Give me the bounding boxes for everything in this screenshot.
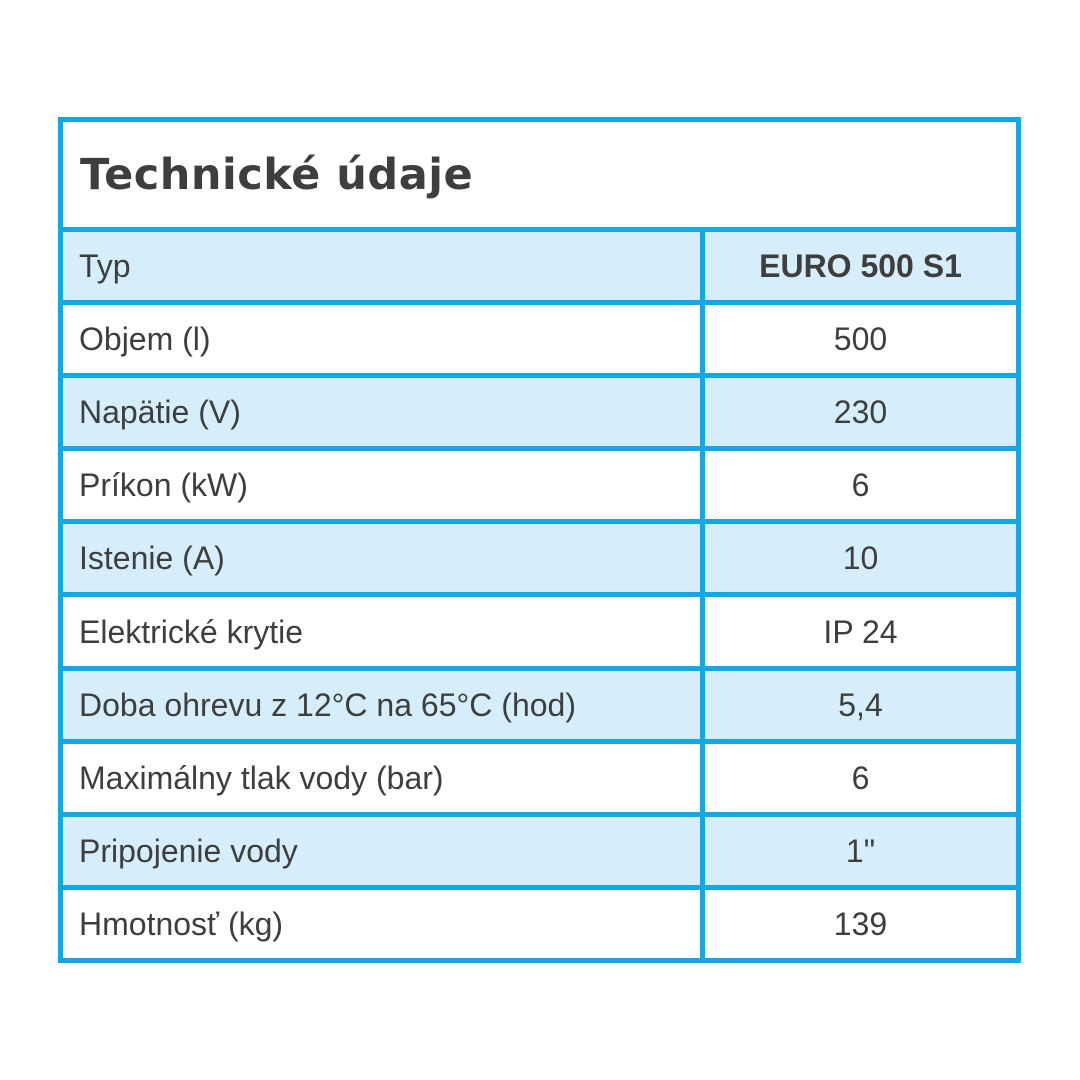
spec-value: EURO 500 S1	[700, 232, 1016, 300]
spec-label: Príkon (kW)	[79, 467, 248, 504]
spec-value: 500	[700, 305, 1016, 373]
table-title: Technické údaje	[80, 149, 474, 200]
table-row	[63, 232, 1016, 300]
spec-value: 1"	[700, 817, 1016, 885]
table-row	[63, 446, 1016, 519]
table-row	[63, 885, 1016, 958]
table-row	[63, 739, 1016, 812]
spec-value: 6	[700, 744, 1016, 812]
spec-label: Typ	[79, 248, 131, 285]
spec-label: Objem (l)	[79, 321, 211, 358]
table-row	[63, 812, 1016, 885]
spec-value: 5,4	[700, 671, 1016, 739]
table-row	[63, 592, 1016, 665]
spec-value: IP 24	[700, 597, 1016, 665]
table-rows	[63, 232, 1016, 958]
technical-data-table	[58, 117, 1021, 963]
spec-label: Istenie (A)	[79, 540, 225, 577]
spec-value: 6	[700, 451, 1016, 519]
spec-label: Napätie (V)	[79, 394, 241, 431]
spec-value: 139	[700, 890, 1016, 958]
spec-label: Doba ohrevu z 12°C na 65°C (hod)	[79, 686, 576, 723]
spec-value: 230	[700, 378, 1016, 446]
spec-label: Pripojenie vody	[79, 832, 298, 869]
spec-value: 10	[700, 524, 1016, 592]
spec-label: Hmotnosť (kg)	[79, 905, 284, 942]
table-row	[63, 519, 1016, 592]
table-row	[63, 666, 1016, 739]
table-row	[63, 300, 1016, 373]
table-row	[63, 373, 1016, 446]
spec-label: Elektrické krytie	[79, 613, 304, 650]
table-title-row	[63, 122, 1016, 232]
spec-label: Maximálny tlak vody (bar)	[79, 759, 444, 796]
